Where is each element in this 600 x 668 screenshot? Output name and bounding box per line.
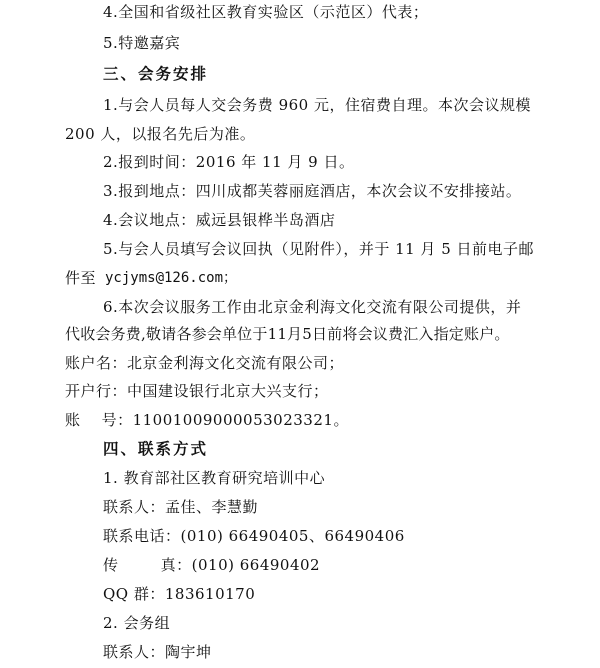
contact-org-1: 1. 教育部社区教育研究培训中心	[103, 469, 326, 487]
section-heading-arrangements: 三、会务安排	[103, 65, 209, 83]
arrangement-2: 2.报到时间：2016 年 11 月 9 日。	[103, 153, 355, 171]
attendee-item-5: 5.特邀嘉宾	[103, 34, 181, 52]
arrangement-3: 3.报到地点：四川成都芙蓉丽庭酒店，本次会议不安排接站。	[103, 182, 522, 200]
arrangement-5-line-2-prefix: 件至	[65, 269, 97, 287]
attendee-item-4: 4.全国和省级社区教育实验区（示范区）代表；	[103, 3, 429, 21]
arrangement-5-line-1: 5.与会人员填写会议回执（见附件），并于 11 月 5 日前电子邮	[103, 240, 535, 258]
arrangement-1-line-2: 200 人，以报名先后为准。	[65, 125, 256, 143]
contact-phone: 联系电话：(010) 66490405、66490406	[103, 527, 405, 545]
arrangement-6-line-1: 6.本次会议服务工作由北京金利海文化交流有限公司提供，并	[103, 298, 522, 316]
arrangement-4: 4.会议地点：威远县银桦半岛酒店	[103, 211, 336, 229]
contact-person-2: 联系人：陶宇坤	[103, 643, 212, 661]
contact-fax: 传 真：(010) 66490402	[103, 556, 321, 574]
arrangement-6-line-2: 代收会务费,敬请各参会单位于11月5日前将会议费汇入指定账户。	[65, 325, 510, 343]
account-name: 账户名：北京金利海文化交流有限公司；	[65, 354, 345, 372]
account-number: 账 号：11001009000053023321。	[65, 411, 349, 429]
contact-qq-group: QQ 群：183610170	[103, 585, 256, 603]
arrangement-1-line-1: 1.与会人员每人交会务费 960 元，住宿费自理。本次会议规模	[103, 96, 531, 114]
account-bank: 开户行：中国建设银行北京大兴支行；	[65, 382, 329, 400]
section-heading-contact: 四、联系方式	[103, 440, 209, 458]
email-address: ycjyms@126.com；	[105, 270, 238, 286]
contact-person-1: 联系人：孟佳、李慧勤	[103, 498, 259, 516]
contact-org-2: 2. 会务组	[103, 614, 171, 632]
